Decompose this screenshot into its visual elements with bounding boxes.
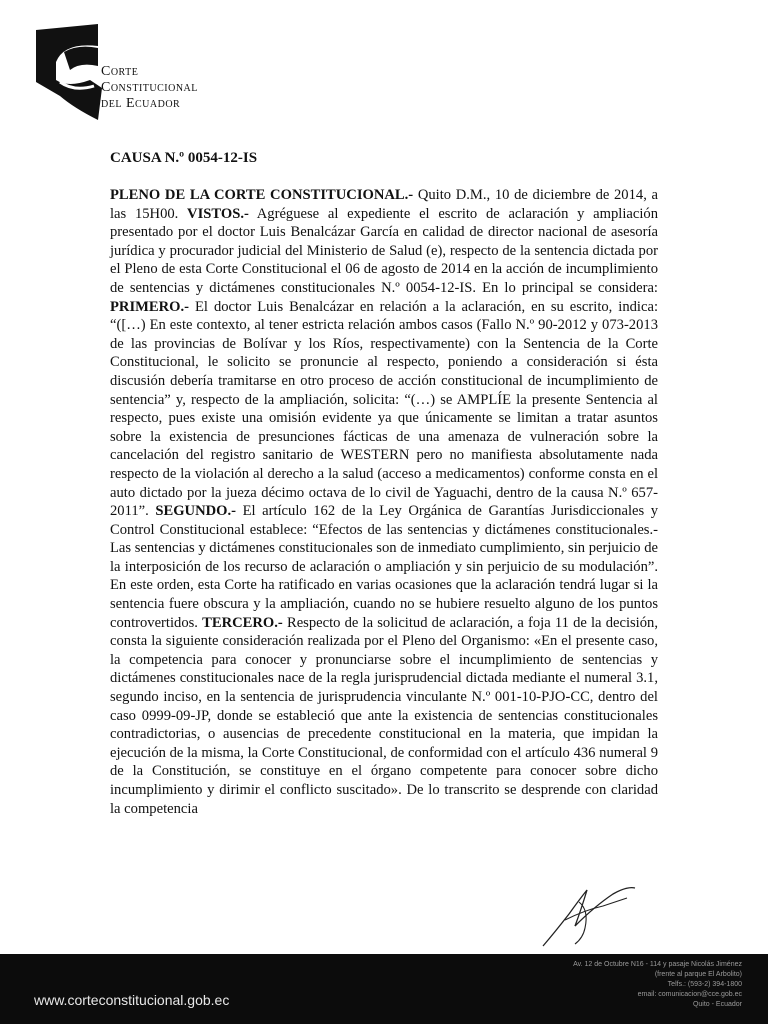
court-logo [34,22,104,122]
footer-address: Av. 12 de Octubre N16 - 114 y pasaje Nicolás Jiménez [573,961,742,968]
org-name-line1: Corte [101,64,139,79]
organization-name [101,64,198,112]
segundo-heading: SEGUNDO.- [155,503,237,520]
body-segment-primero: El doctor Luis Benalcázar en relación a la aclaración, en su escrito, indica: “([…) En este contexto, al tener estricta relación ambos casos (Fallo N.º 90-2012 y 073-2013 de las provincias de Bolívar y los Ríos, respectivamente) con la Sentencia de la Corte Constitucional, le solicito se pronuncie al respecto, poniendo a consideración si ésta discusión debería tramitarse en otro proceso de acción constitucional de incumplimiento de sentencia” y, respecto de la ampliación, solicita: “(…) se AMPLÍE la presente Sentencia al respecto, pues existe una omisión evidente ya que únicamente se limitan a tratar asuntos sobre la existencia de presunciones fácticas de una amenaza de vulneración sobre la cancelación del registro sanitario de WESTERN pero no manifiesta absolutamente nada respecto de la violación al derecho a la salud (acceso a medicamentos) conforme consta en el auto dictado por la jueza décimo octava de lo civil de Yaguachi, dentro de la causa N.º 657-2011”. [110,298,658,520]
footer-contact-info [462,960,742,1010]
primero-heading: PRIMERO.- [110,298,190,315]
handwritten-signature [535,880,640,952]
vistos-heading: VISTOS.- [187,205,249,222]
body-segment-segundo: El artículo 162 de la Ley Orgánica de Garantías Jurisdiccionales y Control Constitucional establece: “Efectos de las sentencias y dictámenes constitucionales.- Las sentencias y dictámenes constitucionales son de inmediato cumplimiento, sin perjuicio de la interposición de los recurso de aclaración o ampliación y sin perjuicio de su modulación”. En este orden, esta Corte ha ratificado en varias ocasiones que la aclaración tendrá lugar si la sentencia fuere obscura y la ampliación, cuando no se hubiere resuelto alguno de los puntos controvertidos. [110,503,659,631]
footer-website-link[interactable]: www.corteconstitucional.gob.ec [34,992,230,1008]
footer-email: email: comunicacion@cce.gob.ec [637,991,742,998]
body-segment-date: Quito D.M., 10 de diciembre de 2014, a las 15H00. [110,187,658,222]
footer-landmark: (frente al parque El Arbolito) [654,971,742,978]
org-name-line3: del Ecuador [101,96,181,111]
org-name-line2: Constitucional [101,80,198,95]
body-segment-tercero: Respecto de la solicitud de aclaración, a foja 11 de la decisión, consta la siguiente consideración realizada por el Pleno del Organismo: «En el presente caso, la competencia para conocer y pronunciarse sobre el incumplimiento de sentencias y dictámenes constitucionales nace de la regla jurisprudencial dictada mediante el numeral 3.1, segundo inciso, en la sentencia de jurisprudencia vinculante N.º 001-10-PJO-CC, dentro del caso 0999-09-JP, donde se estableció que ante la existencia de sentencias constitucionales contradictorias, o ausencias de precedente constitucional en la materia, que impidan la ejecución de la misma, la Corte Constitucional, de conformidad con el artículo 436 numeral 9 de la Constitución, se constituye en el órgano competente para conocer sobre dicho incumplimiento y dirimir el conflicto suscitado». De lo transcrito se desprende con claridad la competencia [110,614,658,817]
resolution-body [110,186,658,818]
plenary-heading: PLENO DE LA CORTE CONSTITUCIONAL.- [110,187,414,203]
body-segment-intro: Agréguese al expediente el escrito de aclaración y ampliación presentado por el doctor Luis Benalcázar García en calidad de director nacional de asesoría jurídica y procurador judicial del Ministerio de Salud (e), respecto de la sentencia dictada por el Pleno de esta Corte Constitucional el 06 de agosto de 2014 en la acción de incumplimiento de sentencias y dictámenes constitucionales N.º 0054-12-IS. En lo principal se considera: [110,205,658,296]
footer-city: Quito - Ecuador [692,1001,742,1008]
footer-phone: Telfs.: (593-2) 394-1800 [667,981,742,988]
footer-bar [0,954,768,1024]
case-number: CAUSA N.º 0054-12-IS [110,150,258,166]
tercero-heading: TERCERO.- [202,614,283,631]
